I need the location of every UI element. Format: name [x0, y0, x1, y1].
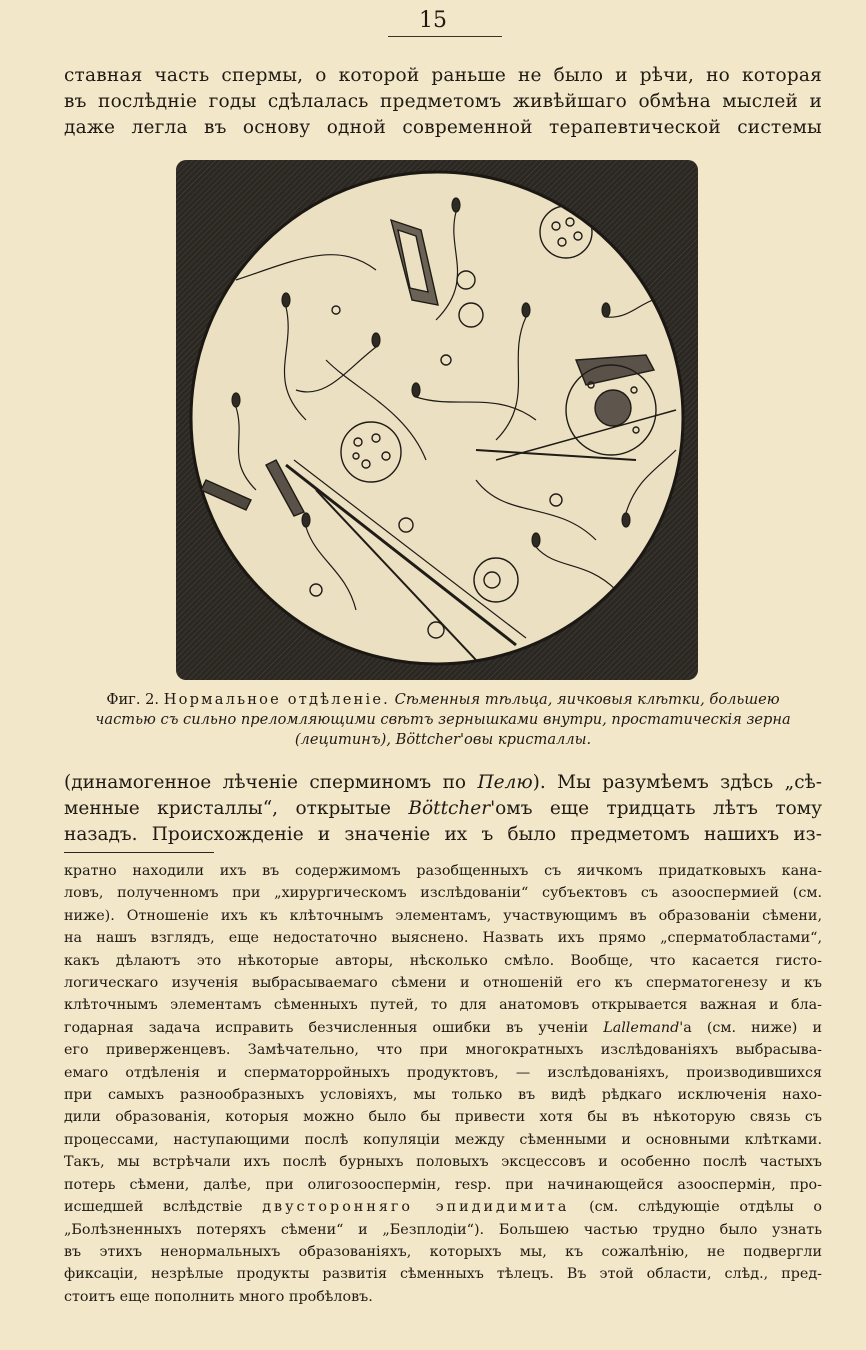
footnote-line — [64, 927, 822, 949]
text-span: при самыхъ разнообразныхъ условіяхъ, мы только въ видѣ рѣдкаго исключенія нахо- — [64, 1087, 822, 1104]
caption-line — [64, 730, 822, 750]
text-span: 'а (см. ниже) и — [679, 1019, 822, 1036]
main-paragraph — [64, 770, 822, 848]
footnote-line — [64, 972, 822, 994]
footnote-line — [64, 1062, 822, 1084]
author-name: Böttcher — [408, 798, 491, 819]
top-paragraph — [64, 63, 822, 141]
text-span: емаго отдѣленія и сперматорройныхъ продуктовъ, — изслѣдованіяхъ, производившихся — [64, 1064, 822, 1081]
text-span: годарная задача исправить безчисленныя ошибки въ ученіи — [64, 1019, 604, 1036]
text-span: логическаго изученія выбрасываемаго сѣмени и отношеній его къ сперматогенезу и къ — [64, 975, 822, 992]
footnote-line — [64, 1241, 822, 1263]
header-rule — [388, 36, 502, 37]
footnote-line — [64, 860, 822, 882]
footnote-rule — [64, 852, 214, 853]
author-name: Пелю — [477, 772, 533, 793]
text-line — [64, 796, 822, 822]
text-span: ниже). Отношеніе ихъ къ клѣточнымъ элементамъ, участвующимъ въ образованіи сѣмени, — [64, 907, 822, 924]
caption-line: частью съ сильно преломляющими свѣтъ зернышками внутри, простатическія зерна — [95, 711, 791, 728]
text-span: 'омъ еще тридцать лѣтъ тому — [490, 798, 823, 819]
caption-text: (лецитинъ), — [294, 731, 391, 748]
text-line: назадъ. Происхожденіе и значеніе их ъ было предметомъ нашихъ из- — [64, 824, 822, 845]
text-span: въ этихъ ненормальныхъ образованіяхъ, которыхъ мы, къ сожалѣнію, не подвергли — [64, 1243, 822, 1260]
figure-caption — [64, 690, 822, 750]
text-span: процессами, наступающими послѣ копуляціи между сѣменными и основными клѣтками. — [64, 1131, 822, 1148]
text-span: дили образованія, которыя можно было бы привести хотя бы въ нѣкоторую связь съ — [64, 1109, 822, 1126]
text-span: Такъ, мы встрѣчали ихъ послѣ бурныхъ половыхъ эксцессовъ и особенно послѣ частыхъ — [64, 1154, 822, 1171]
text-span: (динамогенное лѣченіе сперминомъ по — [64, 772, 478, 793]
text-span: его приверженцевъ. Замѣчательно, что при многократныхъ изслѣдованіяхъ выбрасыва- — [64, 1042, 822, 1059]
footnote-line — [64, 1151, 822, 1173]
footnote-line — [64, 1017, 822, 1039]
footnote-line — [64, 1196, 822, 1218]
footnote-line — [64, 905, 822, 927]
microscope-engraving-figure — [176, 160, 698, 680]
caption-text: 'овы кристаллы. — [460, 731, 592, 748]
text-line: даже легла въ основу одной современной терапевтической системы — [64, 117, 822, 138]
caption-line — [64, 690, 822, 710]
footnote-line — [64, 1174, 822, 1196]
spaced-term: двусторонняго эпидидимита — [262, 1199, 570, 1216]
footnote-line — [64, 1286, 822, 1308]
figure-title: Нормальное отдѣленіе. — [163, 691, 391, 708]
text-span: стоитъ еще пополнить много пробѣловъ. — [64, 1288, 373, 1305]
text-span: на нашъ взглядъ, еще недостаточно выяснено. Назвать ихъ прямо „сперматобластами“, — [64, 930, 822, 947]
text-line: въ послѣдніе годы сдѣлалась предметомъ живѣйшаго обмѣна мыслей и — [64, 91, 822, 112]
footnote — [64, 860, 822, 1308]
figure-label: Фиг. 2. — [106, 691, 160, 708]
text-span: ловъ, полученномъ при „хирургическомъ изслѣдованіи“ субъектовъ съ азооспермией (см. — [64, 885, 822, 902]
footnote-line — [64, 1084, 822, 1106]
text-span: (см. слѣдующіе отдѣлы о — [569, 1199, 823, 1216]
footnote-line — [64, 994, 822, 1016]
author-name: Lallemand — [603, 1019, 680, 1036]
text-span: какъ дѣлаютъ это нѣкоторые авторы, нѣсколько смѣло. Вообще, что касается гисто- — [64, 952, 822, 969]
text-span: потерь сѣмени, далѣе, при олигозооспермін, resp. при начинающейся азооспермін, про- — [64, 1176, 822, 1193]
text-span: ). Мы разумѣемъ здѣсь „сѣ- — [532, 772, 822, 793]
text-span: клѣточнымъ элементамъ сѣменныхъ путей, то для анатомовъ открывается важная и бла- — [64, 997, 822, 1014]
text-span: менные кристаллы“, открытые — [64, 798, 409, 819]
footnote-line — [64, 1219, 822, 1241]
footnote-line — [64, 1129, 822, 1151]
caption-text: Сѣменныя тѣльца, яичковыя клѣтки, большею — [394, 691, 780, 708]
text-span: исшедшей вслѣдствіе — [64, 1199, 263, 1216]
footnote-line — [64, 1106, 822, 1128]
footnote-line — [64, 882, 822, 904]
text-span: кратно находили ихъ въ содержимомъ разобщенныхъ съ яичкомъ придатковыхъ кана- — [64, 863, 822, 879]
text-line — [64, 770, 822, 796]
caption-name: Böttcher — [395, 731, 461, 748]
text-span: фиксаціи, незрѣлые продукты развитія сѣменныхъ тѣлецъ. Въ этой области, слѣд., пред- — [64, 1266, 822, 1283]
text-line: ставная часть спермы, о которой раньше не было и рѣчи, но которая — [64, 65, 822, 86]
page-number: 15 — [419, 8, 447, 33]
footnote-line — [64, 950, 822, 972]
footnote-line — [64, 1039, 822, 1061]
text-span: „Болѣзненныхъ потеряхъ сѣмени“ и „Безплодіи“). Большею частью трудно было узнать — [64, 1221, 822, 1238]
footnote-line — [64, 1263, 822, 1285]
